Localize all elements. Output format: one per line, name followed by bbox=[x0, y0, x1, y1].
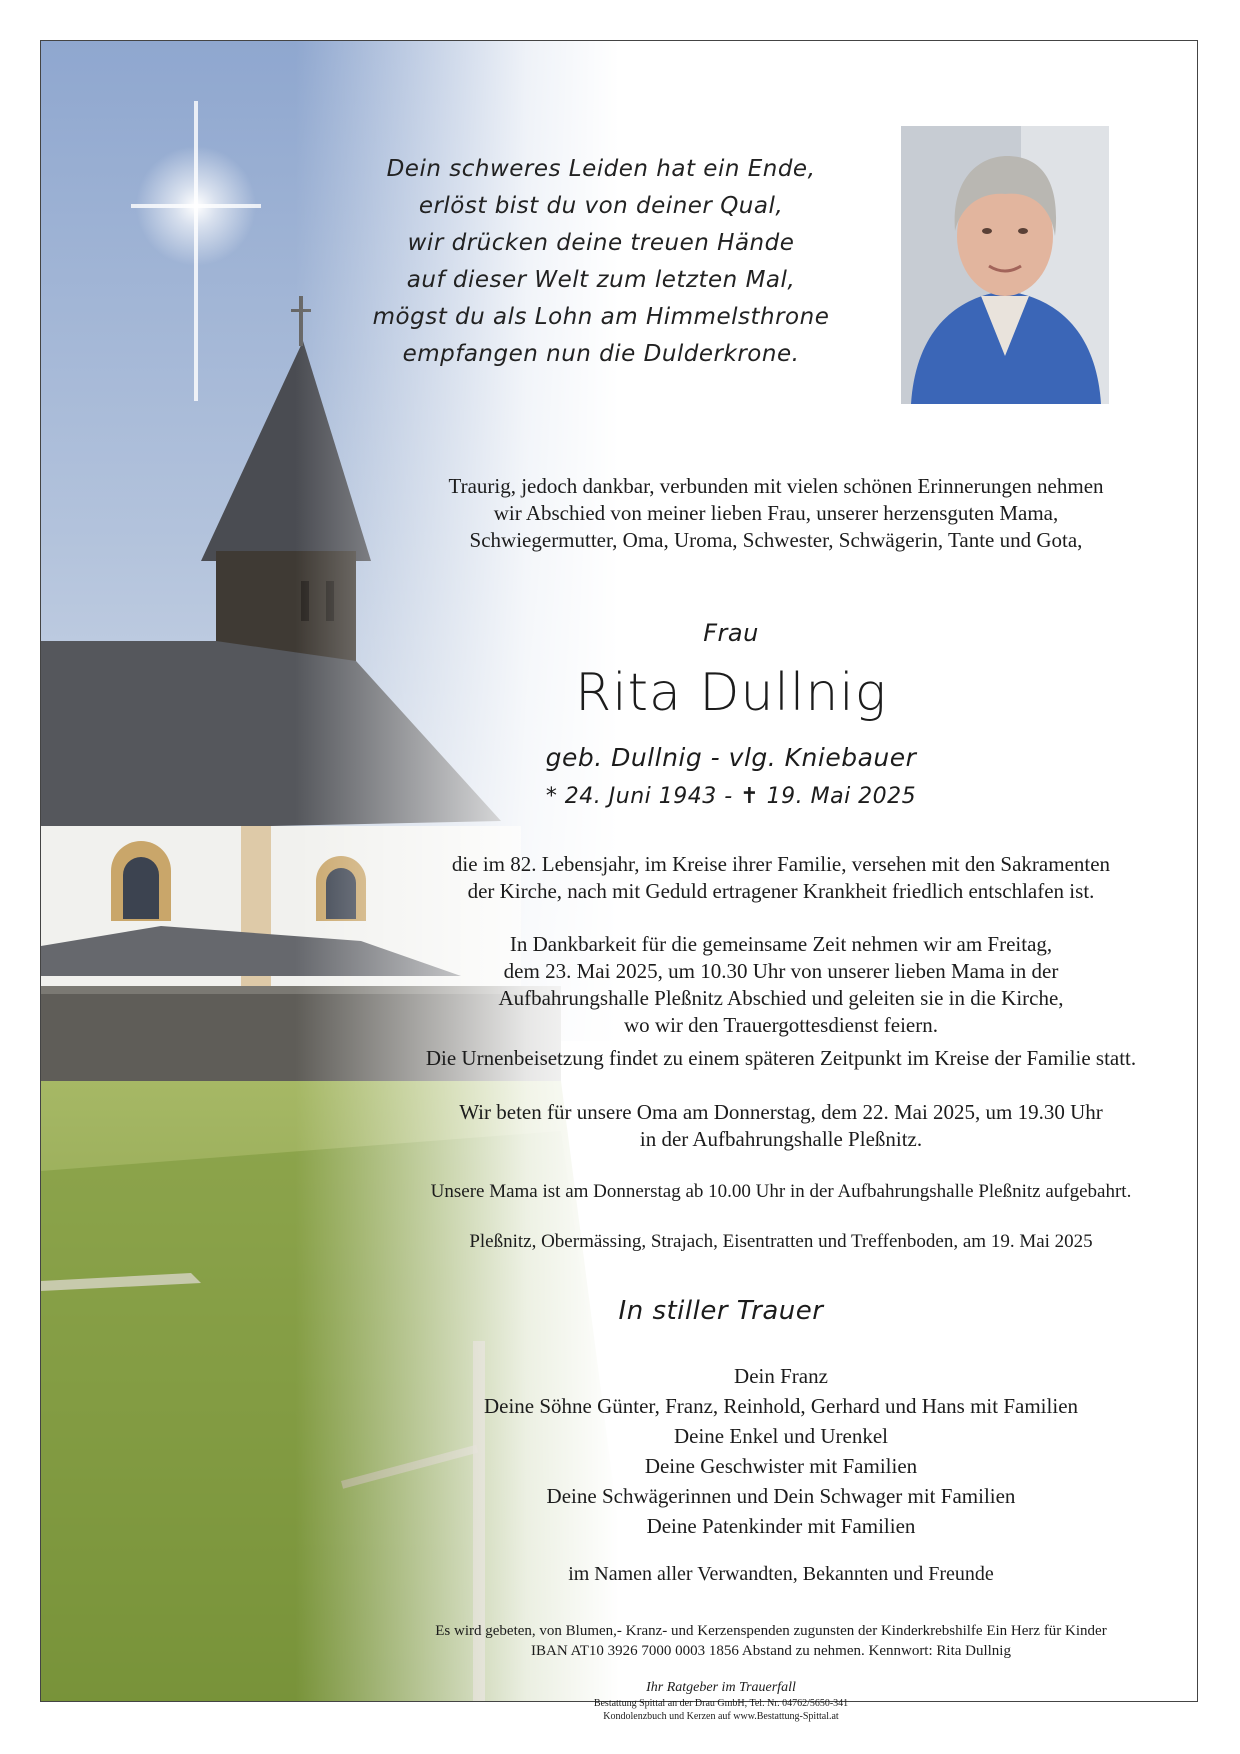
funeral-home-website: Kondolenzbuch und Kerzen auf www.Bestattung-Spittal.at bbox=[603, 1711, 839, 1722]
intro-line: Traurig, jedoch dankbar, verbunden mit vielen schönen Erinnerungen nehmen bbox=[448, 474, 1104, 498]
funeral-home-footer bbox=[441, 1681, 1001, 1723]
relatives-line: im Namen aller Verwandten, Bekannten und Freunde bbox=[568, 1563, 994, 1585]
ceremony-line: wo wir den Trauergottesdienst feiern. bbox=[624, 1013, 938, 1037]
death-notice-line: der Kirche, nach mit Geduld ertragener Krankheit friedlich entschlafen ist. bbox=[467, 879, 1095, 903]
poem-line: empfangen nun die Dulderkrone. bbox=[402, 341, 800, 367]
death-notice-line: die im 82. Lebensjahr, im Kreise ihrer Familie, versehen mit den Sakramenten bbox=[451, 852, 1111, 876]
mourners-list bbox=[361, 1361, 1201, 1541]
maiden-name: geb. Dullnig - vlg. Kniebauer bbox=[545, 743, 917, 772]
mourner-line: Deine Enkel und Urenkel bbox=[673, 1424, 888, 1448]
ceremony-notice bbox=[361, 931, 1201, 1039]
poem bbox=[341, 151, 861, 373]
place-date: Pleßnitz, Obermässing, Strajach, Eisentratten und Treffenboden, am 19. Mai 2025 bbox=[469, 1231, 1093, 1252]
donation-line: Es wird gebeten, von Blumen,- Kranz- und Kerzenspenden zugunsten der Kinderkrebshilfe Ein Herz für Kinder bbox=[435, 1623, 1107, 1639]
mourner-line: Deine Söhne Günter, Franz, Reinhold, Gerhard und Hans mit Familien bbox=[483, 1394, 1079, 1418]
donation-line: IBAN AT10 3926 7000 0003 1856 Abstand zu nehmen. Kennwort: Rita Dullnig bbox=[531, 1643, 1011, 1659]
poem-line: Dein schweres Leiden hat ein Ende, bbox=[386, 156, 816, 182]
salutation: Frau bbox=[703, 619, 759, 647]
life-dates bbox=[471, 784, 991, 809]
poem-line: mögst du als Lohn am Himmelsthrone bbox=[372, 304, 830, 330]
birth-date: * 24. Juni 1943 - bbox=[545, 784, 733, 809]
mourner-line: Deine Patenkinder mit Familien bbox=[646, 1514, 916, 1538]
portrait-photo bbox=[901, 126, 1109, 404]
ceremony-line: dem 23. Mai 2025, um 10.30 Uhr von unserer lieben Mama in der bbox=[503, 959, 1059, 983]
urn-burial-notice: Die Urnenbeisetzung findet zu einem späteren Zeitpunkt im Kreise der Familie statt. bbox=[425, 1046, 1137, 1070]
mourner-line: Dein Franz bbox=[734, 1364, 828, 1388]
poem-line: wir drücken deine treuen Hände bbox=[407, 230, 795, 256]
intro-text bbox=[371, 473, 1181, 554]
donation-notice bbox=[341, 1621, 1201, 1661]
ceremony-line: In Dankbarkeit für die gemeinsame Zeit nehmen wir am Freitag, bbox=[509, 932, 1053, 956]
funeral-home-company: Bestattung Spittal an der Drau GmbH, Tel. Nr. 04762/5650-341 bbox=[593, 1698, 849, 1709]
intro-line: wir Abschied von meiner lieben Frau, unserer herzensguten Mama, bbox=[493, 501, 1059, 525]
laid-out-notice: Unsere Mama ist am Donnerstag ab 10.00 Uhr in der Aufbahrungshalle Pleßnitz aufgebahrt. bbox=[430, 1181, 1132, 1202]
prayer-notice bbox=[361, 1099, 1201, 1153]
poem-line: auf dieser Welt zum letzten Mal, bbox=[406, 267, 796, 293]
cross-icon: ✝ bbox=[740, 784, 760, 809]
poem-line: erlöst bist du von deiner Qual, bbox=[418, 193, 784, 219]
intro-line: Schwiegermutter, Oma, Uroma, Schwester, Schwägerin, Tante und Gota, bbox=[469, 528, 1083, 552]
obituary-frame bbox=[40, 40, 1198, 1722]
prayer-line: Wir beten für unsere Oma am Donnerstag, dem 22. Mai 2025, um 19.30 Uhr bbox=[459, 1100, 1103, 1124]
death-notice bbox=[361, 851, 1201, 905]
mourner-line: Deine Schwägerinnen und Dein Schwager mit Familien bbox=[546, 1484, 1016, 1508]
funeral-home-tagline: Ihr Ratgeber im Trauerfall bbox=[646, 1680, 796, 1695]
mourning-title: In stiller Trauer bbox=[618, 1296, 824, 1326]
mourner-line: Deine Geschwister mit Familien bbox=[644, 1454, 918, 1478]
deceased-name: Rita Dullnig bbox=[575, 663, 887, 723]
prayer-line: in der Aufbahrungshalle Pleßnitz. bbox=[639, 1127, 923, 1151]
death-date: 19. Mai 2025 bbox=[766, 784, 917, 809]
ceremony-line: Aufbahrungshalle Pleßnitz Abschied und geleiten sie in die Kirche, bbox=[498, 986, 1064, 1010]
